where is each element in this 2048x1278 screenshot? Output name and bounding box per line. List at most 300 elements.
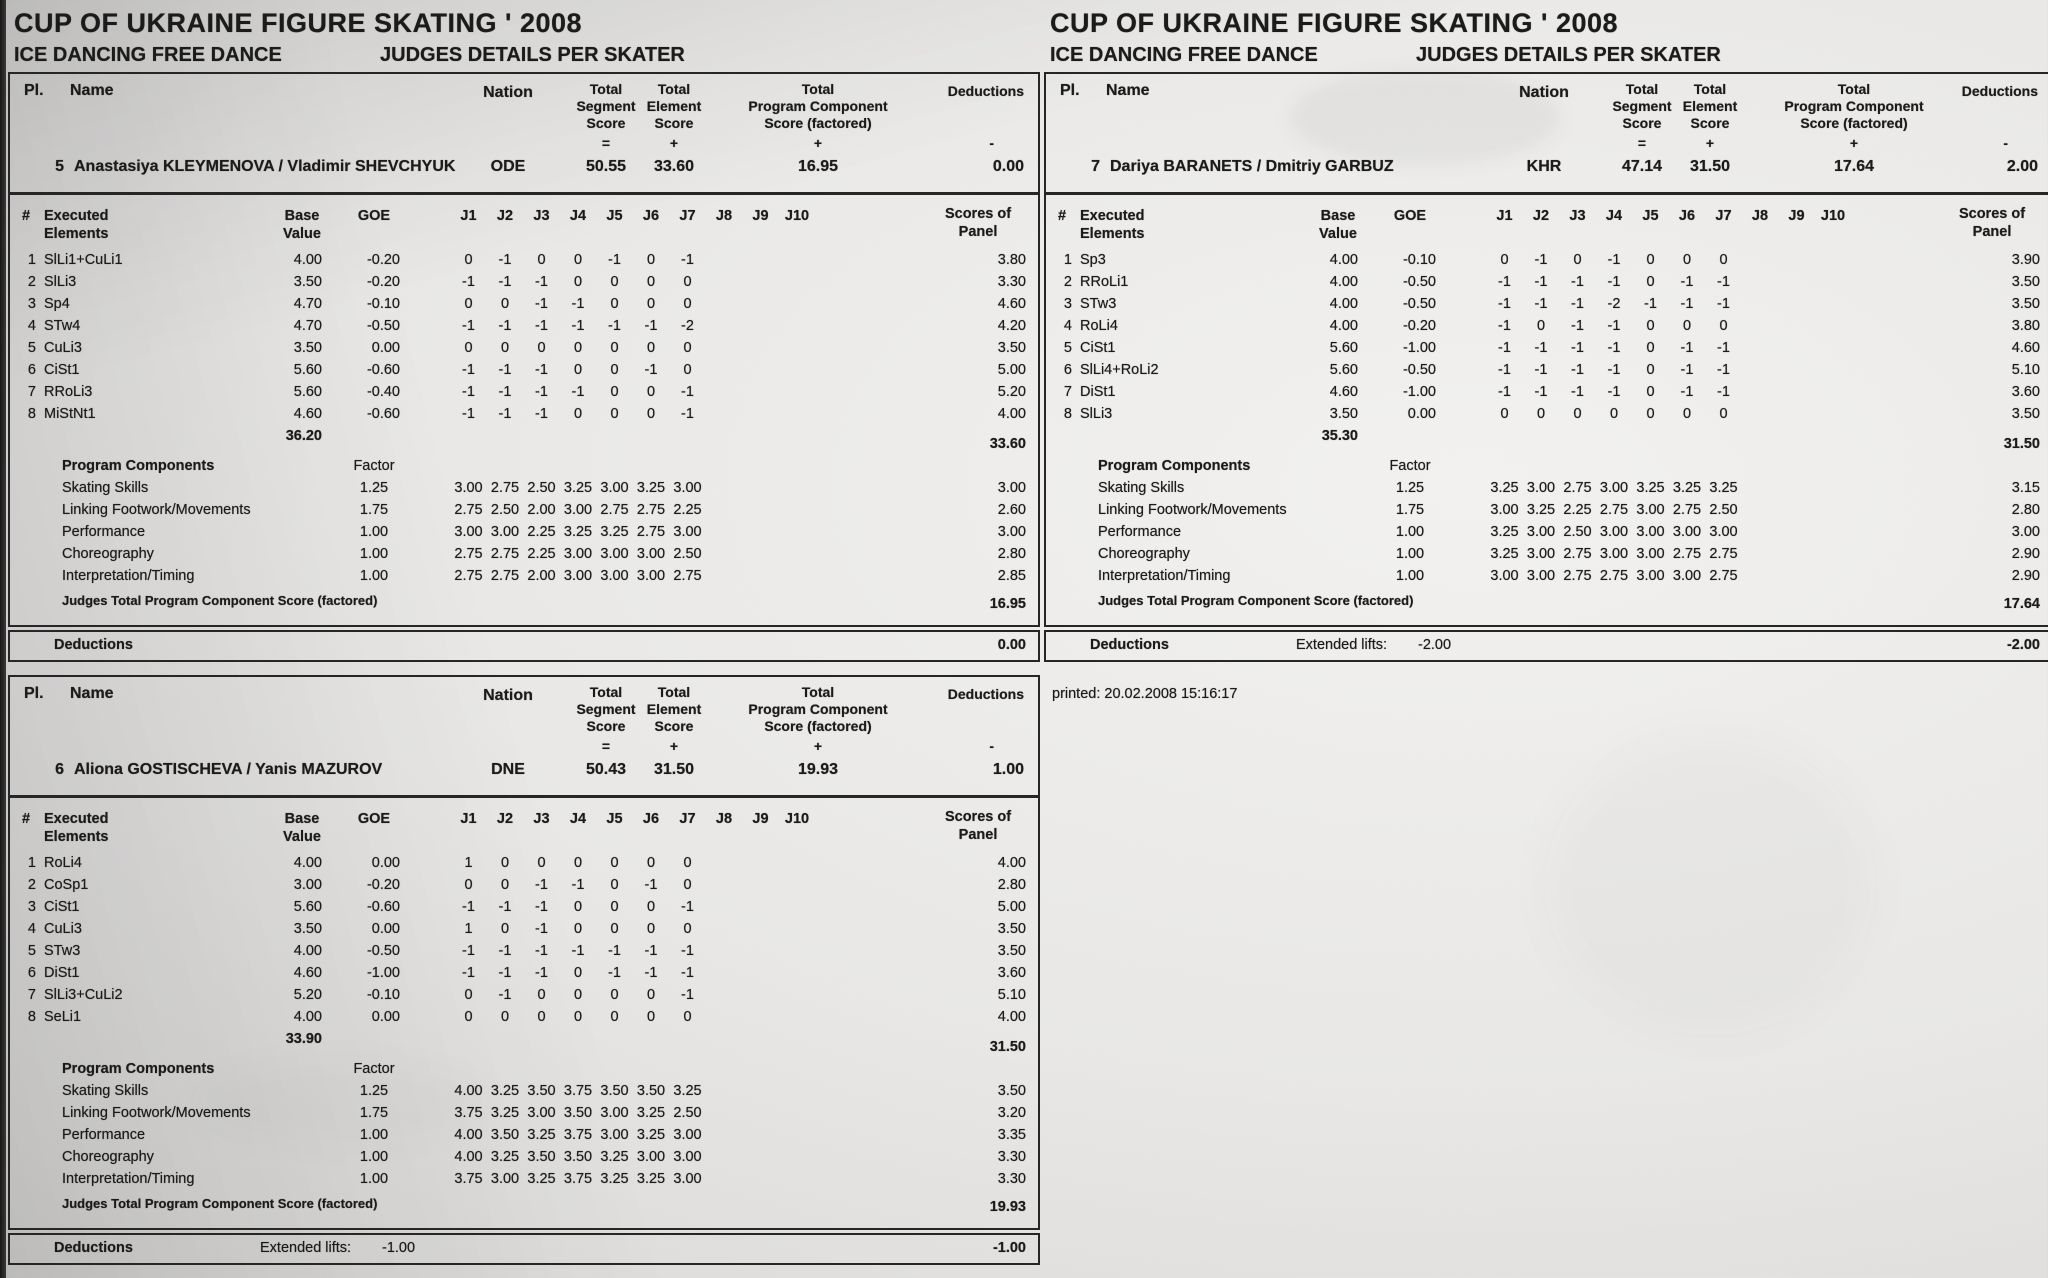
judges-total-label: Judges Total Program Component Score (factored) (62, 593, 378, 608)
judge-column-header: J5 (1642, 208, 1659, 224)
element-base-value: 4.00 (1329, 296, 1358, 312)
element-name: MiStNt1 (44, 406, 96, 422)
element-panel-score: 3.30 (997, 274, 1026, 290)
component-name: Choreography (1098, 546, 1190, 562)
component-judge-score: 3.50 (563, 1149, 593, 1165)
judge-score: 0 (1646, 318, 1655, 334)
element-base-value: 4.00 (293, 252, 322, 268)
component-panel-score: 2.90 (2011, 546, 2040, 562)
component-judge-score: 2.75 (1599, 502, 1629, 518)
scores-of-panel-header: Scores of (944, 206, 1012, 222)
element-name: SlLi1+CuLi1 (44, 252, 123, 268)
judge-score: 0 (610, 296, 619, 312)
judge-column-header: J6 (1678, 208, 1696, 224)
judge-score: -1 (681, 965, 694, 981)
component-judge-score: 3.75 (454, 1171, 483, 1187)
component-judge-score: 3.00 (490, 524, 520, 540)
element-score-header-line: Score (654, 718, 694, 734)
component-judge-score: 3.25 (1490, 480, 1519, 496)
element-number: 7 (1063, 384, 1072, 400)
component-factor: 1.00 (1395, 524, 1425, 540)
judge-score: 0 (464, 340, 473, 356)
judge-column-header: J2 (496, 811, 514, 827)
judge-score: 0 (1646, 384, 1655, 400)
judges-total-value: 17.64 (2003, 596, 2040, 612)
judge-score: 0 (683, 274, 692, 290)
judge-score: 0 (1682, 252, 1692, 268)
segment-score-symbol: = (601, 135, 611, 151)
element-number: 4 (27, 921, 36, 937)
pl-header-label: Pl. (1060, 82, 1080, 99)
element-number: 4 (27, 318, 36, 334)
element-panel-score: 4.60 (997, 296, 1026, 312)
printed-timestamp: printed: 20.02.2008 15:16:17 (1052, 686, 1238, 702)
judge-score: 0 (1646, 274, 1655, 290)
element-name: CuLi3 (44, 340, 82, 356)
component-name: Linking Footwork/Movements (1098, 502, 1287, 518)
component-score-header-line: Program Component (1784, 98, 1924, 114)
element-number: 2 (27, 274, 36, 290)
judge-score: 0 (610, 877, 619, 893)
component-factor: 1.00 (359, 1171, 389, 1187)
component-judge-score: 3.25 (490, 1105, 520, 1121)
judge-score: -1 (1717, 274, 1730, 290)
component-judge-score: 3.00 (490, 1171, 520, 1187)
element-score-header-line: Score (654, 115, 694, 131)
component-judge-score: 3.00 (673, 524, 702, 540)
judge-score: 0 (683, 877, 692, 893)
segment-score-header-line: Total (589, 684, 623, 700)
element-score-header-line: Element (1682, 98, 1738, 114)
element-base-value: 4.60 (1329, 384, 1358, 400)
component-judge-score: 3.25 (527, 1127, 556, 1143)
judge-score: 0 (610, 274, 619, 290)
element-name: SeLi1 (44, 1009, 82, 1025)
deductions-label: Deductions (54, 637, 133, 653)
component-score-header-line: Program Component (748, 98, 888, 114)
element-name: RoLi4 (44, 855, 82, 871)
executed-header-line: Executed (44, 811, 109, 827)
component-judge-score: 2.25 (527, 546, 556, 562)
judge-score: -1 (571, 384, 585, 400)
component-judge-score: 3.25 (636, 1127, 666, 1143)
judge-score: -1 (681, 384, 694, 400)
element-base-value: 4.00 (1329, 252, 1358, 268)
element-number: 4 (1063, 318, 1072, 334)
base-value-header: Value (283, 226, 321, 242)
component-panel-score: 3.30 (997, 1149, 1026, 1165)
judge-score: -1 (608, 965, 621, 981)
judge-score: 0 (500, 855, 510, 871)
element-base-value: 3.50 (1329, 406, 1358, 422)
judge-score: 0 (573, 1009, 583, 1025)
judge-score: 0 (500, 1009, 510, 1025)
judge-score: -1 (1571, 274, 1584, 290)
total-deductions: 1.00 (992, 761, 1024, 778)
element-number: 1 (27, 252, 36, 268)
judge-score: -1 (681, 406, 694, 422)
component-score-header-line: Score (factored) (764, 718, 872, 734)
component-judge-score: 2.75 (636, 524, 666, 540)
goe-header: GOE (357, 208, 391, 224)
judge-score: 0 (573, 855, 583, 871)
component-panel-score: 2.85 (997, 568, 1026, 584)
judge-column-header: J6 (642, 811, 660, 827)
judge-score: -1 (1717, 362, 1730, 378)
component-score-header-line: Total (801, 81, 835, 97)
component-score-symbol: + (1849, 135, 1859, 151)
report-subtitle: JUDGES DETAILS PER SKATER (380, 44, 685, 66)
component-judge-score: 3.00 (1636, 568, 1665, 584)
judge-score: -1 (644, 877, 658, 893)
component-score-header-line: Total (1837, 81, 1871, 97)
element-panel-score: 3.50 (997, 340, 1026, 356)
element-panel-score: 4.00 (997, 1009, 1026, 1025)
component-score-header-line: Total (801, 684, 835, 700)
page-right (1044, 0, 2048, 1278)
judge-score: 0 (683, 855, 692, 871)
element-score-symbol: + (669, 738, 679, 754)
judge-score: -1 (498, 252, 512, 268)
judge-score: 0 (573, 340, 583, 356)
total-deductions: 2.00 (2006, 158, 2038, 175)
judge-score: -1 (1534, 296, 1548, 312)
element-score-header-line: Total (657, 81, 691, 97)
judge-score: -1 (608, 318, 621, 334)
element-goe: -1.00 (366, 965, 400, 981)
judge-score: -1 (608, 943, 621, 959)
component-judge-score: 2.75 (454, 502, 483, 518)
component-name: Skating Skills (62, 1083, 149, 1099)
deductions-total: -2.00 (2006, 637, 2040, 653)
judge-score: 0 (1646, 252, 1655, 268)
element-number: 6 (27, 362, 36, 378)
judge-score: 0 (573, 987, 583, 1003)
component-judge-score: 3.00 (454, 524, 483, 540)
element-panel-score: 5.00 (997, 362, 1026, 378)
pl-header-label: Pl. (24, 82, 44, 99)
judge-column-header: J10 (784, 208, 810, 224)
component-judge-score: 3.00 (673, 1171, 702, 1187)
component-judge-score: 3.00 (636, 546, 666, 562)
component-name: Skating Skills (1098, 480, 1185, 496)
element-goe: -0.50 (1402, 296, 1436, 312)
component-judge-score: 3.00 (673, 1127, 702, 1143)
element-name: CuLi3 (44, 921, 82, 937)
component-name: Interpretation/Timing (1098, 568, 1231, 584)
element-goe: -0.50 (366, 943, 400, 959)
element-panel-score: 5.10 (997, 987, 1026, 1003)
judge-score: 0 (646, 1009, 656, 1025)
judge-score: -1 (1680, 296, 1694, 312)
judge-column-header: J5 (606, 208, 623, 224)
component-name: Linking Footwork/Movements (62, 502, 251, 518)
judge-score: -1 (681, 943, 694, 959)
deductions-box (8, 630, 1040, 662)
judge-score: 0 (1609, 406, 1619, 422)
element-name: CiSt1 (44, 362, 80, 378)
component-judge-score: 2.75 (1563, 480, 1592, 496)
component-judge-score: 2.75 (490, 480, 520, 496)
component-judge-score: 3.00 (1526, 568, 1556, 584)
component-judge-score: 2.75 (490, 568, 520, 584)
component-judge-score: 3.00 (600, 546, 629, 562)
element-number: 7 (27, 987, 36, 1003)
judges-total-label: Judges Total Program Component Score (factored) (1098, 593, 1414, 608)
element-goe: 0.00 (371, 921, 400, 937)
element-goe: -0.10 (366, 296, 400, 312)
base-value-header: Value (1319, 226, 1357, 242)
judges-total-label: Judges Total Program Component Score (factored) (62, 1196, 378, 1211)
component-name: Linking Footwork/Movements (62, 1105, 251, 1121)
total-deductions: 0.00 (992, 158, 1024, 175)
judge-score: -1 (1571, 362, 1584, 378)
judge-score: -1 (498, 943, 512, 959)
component-factor: 1.00 (359, 1149, 389, 1165)
elements-table (1044, 193, 2048, 627)
component-judge-score: 3.25 (563, 480, 593, 496)
judge-score: 0 (464, 987, 473, 1003)
element-goe: -0.60 (366, 899, 400, 915)
number-column-header: # (22, 208, 31, 224)
component-judge-score: 2.00 (527, 502, 556, 518)
component-judge-score: 2.00 (527, 568, 556, 584)
component-judge-score: 4.00 (454, 1127, 483, 1143)
component-panel-score: 2.60 (997, 502, 1026, 518)
judge-score: -1 (1498, 274, 1511, 290)
judge-column-header: J6 (642, 208, 660, 224)
scores-of-panel-header: Scores of (944, 809, 1012, 825)
judge-score: -1 (1534, 340, 1548, 356)
component-panel-score: 3.00 (2011, 524, 2040, 540)
number-column-header: # (22, 811, 31, 827)
judge-score: 0 (1719, 252, 1728, 268)
judge-score: -1 (1680, 384, 1694, 400)
name-header-label: Name (70, 685, 114, 702)
deduction-detail-value: -2.00 (1418, 637, 1452, 653)
judge-score: -1 (498, 274, 512, 290)
judge-score: -1 (1571, 384, 1584, 400)
element-number: 8 (27, 1009, 36, 1025)
base-value-header: Base (284, 811, 320, 827)
component-judge-score: 2.25 (527, 524, 556, 540)
element-number: 5 (27, 943, 36, 959)
element-panel-score: 3.80 (997, 252, 1026, 268)
element-score-header-line: Total (657, 684, 691, 700)
component-name: Skating Skills (62, 480, 149, 496)
skater-place: 7 (1091, 158, 1100, 175)
element-name: SlLi3 (44, 274, 77, 290)
element-goe: -0.10 (366, 987, 400, 1003)
element-name: DiSt1 (44, 965, 80, 981)
component-factor: 1.75 (359, 1105, 389, 1121)
judge-score: 0 (646, 855, 656, 871)
judge-score: 0 (646, 252, 656, 268)
nation-header-label: Nation (483, 687, 533, 704)
element-name: SlLi3 (1080, 406, 1113, 422)
discipline-subtitle: ICE DANCING FREE DANCE (14, 44, 282, 66)
element-number: 2 (1063, 274, 1072, 290)
element-base-value: 4.60 (293, 965, 322, 981)
element-number: 3 (27, 296, 36, 312)
total-component-score: 17.64 (1833, 158, 1875, 175)
element-name: Sp3 (1080, 252, 1106, 268)
judge-score: -1 (1717, 296, 1730, 312)
component-judge-score: 3.25 (1636, 480, 1665, 496)
scores-of-panel-header: Panel (958, 827, 998, 843)
element-base-value: 5.60 (1329, 362, 1358, 378)
judge-score: -1 (535, 899, 548, 915)
deductions-box (8, 1233, 1040, 1265)
component-judge-score: 3.50 (490, 1127, 520, 1143)
judge-score: -1 (644, 943, 658, 959)
base-value-total: 35.30 (1321, 428, 1358, 444)
executed-header-line: Elements (44, 829, 109, 845)
judge-score: 0 (610, 855, 619, 871)
component-score-header-line: Score (factored) (764, 115, 872, 131)
judge-column-header: J8 (1751, 208, 1769, 224)
factor-header: Factor (1389, 458, 1431, 474)
component-panel-score: 3.00 (997, 480, 1026, 496)
judge-score: 0 (646, 921, 656, 937)
skater-name: Aliona GOSTISCHEVA / Yanis MAZUROV (74, 761, 383, 778)
judge-column-header: J1 (460, 208, 477, 224)
component-judge-score: 3.00 (1526, 546, 1556, 562)
judge-score: -1 (1498, 296, 1511, 312)
judge-score: 0 (537, 340, 546, 356)
total-segment-score: 50.43 (585, 761, 627, 778)
judge-score: -1 (1717, 384, 1730, 400)
judge-score: 0 (537, 855, 546, 871)
panel-score-total: 31.50 (2003, 436, 2040, 452)
element-panel-score: 4.60 (2011, 340, 2040, 356)
judges-total-value: 16.95 (989, 596, 1026, 612)
component-judge-score: 3.00 (600, 568, 629, 584)
judge-column-header: J2 (496, 208, 514, 224)
element-goe: -0.20 (1402, 318, 1436, 334)
judge-score: 0 (1536, 406, 1546, 422)
judge-column-header: J8 (715, 208, 733, 224)
element-panel-score: 5.20 (997, 384, 1026, 400)
element-base-value: 4.00 (1329, 274, 1358, 290)
judge-score: -1 (535, 406, 548, 422)
component-judge-score: 2.25 (673, 502, 702, 518)
component-judge-score: 3.25 (1490, 546, 1519, 562)
judge-score: -1 (1534, 362, 1548, 378)
judge-score: -1 (1534, 384, 1548, 400)
program-components-header: Program Components (62, 1061, 215, 1077)
element-panel-score: 4.00 (997, 406, 1026, 422)
component-judge-score: 3.00 (454, 480, 483, 496)
component-judge-score: 2.75 (1563, 568, 1592, 584)
deductions-symbol: - (989, 738, 994, 754)
deductions-header-label: Deductions (947, 83, 1024, 99)
judge-score: 0 (573, 899, 583, 915)
judge-column-header: J4 (569, 811, 587, 827)
segment-score-header-line: Score (586, 115, 626, 131)
judge-score: 0 (610, 987, 619, 1003)
element-panel-score: 3.60 (997, 965, 1026, 981)
element-score-header-line: Score (1690, 115, 1730, 131)
element-goe: -0.10 (1402, 252, 1436, 268)
component-factor: 1.25 (359, 1083, 389, 1099)
element-panel-score: 3.80 (2011, 318, 2040, 334)
segment-score-header-line: Total (589, 81, 623, 97)
component-judge-score: 3.00 (1636, 546, 1665, 562)
judge-column-header: J10 (1820, 208, 1846, 224)
element-base-value: 4.00 (293, 1009, 322, 1025)
component-judge-score: 3.00 (563, 502, 593, 518)
component-name: Interpretation/Timing (62, 1171, 195, 1187)
element-score-header-line: Total (1693, 81, 1727, 97)
skater-name: Anastasiya KLEYMENOVA / Vladimir SHEVCHYUK (74, 158, 456, 175)
component-judge-score: 3.25 (636, 1105, 666, 1121)
element-goe: -1.00 (1402, 384, 1436, 400)
factor-header: Factor (353, 458, 395, 474)
panel-score-total: 31.50 (989, 1039, 1026, 1055)
judge-score: -1 (498, 987, 512, 1003)
component-judge-score: 2.50 (1563, 524, 1592, 540)
element-panel-score: 3.50 (2011, 274, 2040, 290)
judge-score: -1 (498, 406, 512, 422)
judge-score: -1 (1644, 296, 1657, 312)
judge-score: 0 (573, 274, 583, 290)
panel-score-total: 33.60 (989, 436, 1026, 452)
element-base-value: 3.50 (293, 340, 322, 356)
judge-column-header: J3 (533, 208, 550, 224)
skater-nation: ODE (490, 158, 526, 175)
component-judge-score: 3.75 (454, 1105, 483, 1121)
component-judge-score: 3.00 (527, 1105, 556, 1121)
judge-score: -2 (681, 318, 694, 334)
element-panel-score: 3.50 (997, 921, 1026, 937)
judge-score: 0 (500, 921, 510, 937)
judge-score: -1 (535, 921, 548, 937)
judge-score: -1 (644, 318, 658, 334)
judge-score: 0 (683, 1009, 692, 1025)
element-name: SlLi3+CuLi2 (44, 987, 123, 1003)
component-panel-score: 2.80 (2011, 502, 2040, 518)
element-goe: -1.00 (1402, 340, 1436, 356)
judge-score: -1 (681, 252, 694, 268)
page-left (8, 0, 1040, 1278)
component-panel-score: 3.15 (2011, 480, 2040, 496)
judge-score: -1 (535, 296, 548, 312)
name-header-label: Name (1106, 82, 1150, 99)
judge-score: 0 (1646, 362, 1655, 378)
element-number: 1 (27, 855, 36, 871)
element-goe: -0.60 (366, 406, 400, 422)
component-judge-score: 2.50 (490, 502, 520, 518)
component-judge-score: 3.50 (600, 1083, 629, 1099)
judge-score: -1 (1717, 340, 1730, 356)
segment-score-header-line: Segment (576, 98, 636, 114)
judge-score: 0 (537, 987, 546, 1003)
judge-score: 0 (683, 340, 692, 356)
judge-column-header: J7 (679, 208, 696, 224)
base-value-header: Base (1320, 208, 1356, 224)
component-judge-score: 3.25 (1526, 502, 1556, 518)
component-judge-score: 4.00 (454, 1083, 483, 1099)
judge-score: -1 (1680, 362, 1694, 378)
judge-score: 0 (464, 1009, 473, 1025)
element-base-value: 4.00 (1329, 318, 1358, 334)
component-score-header-line: Program Component (748, 701, 888, 717)
judge-score: 0 (610, 362, 619, 378)
element-number: 8 (1063, 406, 1072, 422)
total-element-score: 33.60 (653, 158, 695, 175)
judge-score: -1 (462, 943, 475, 959)
